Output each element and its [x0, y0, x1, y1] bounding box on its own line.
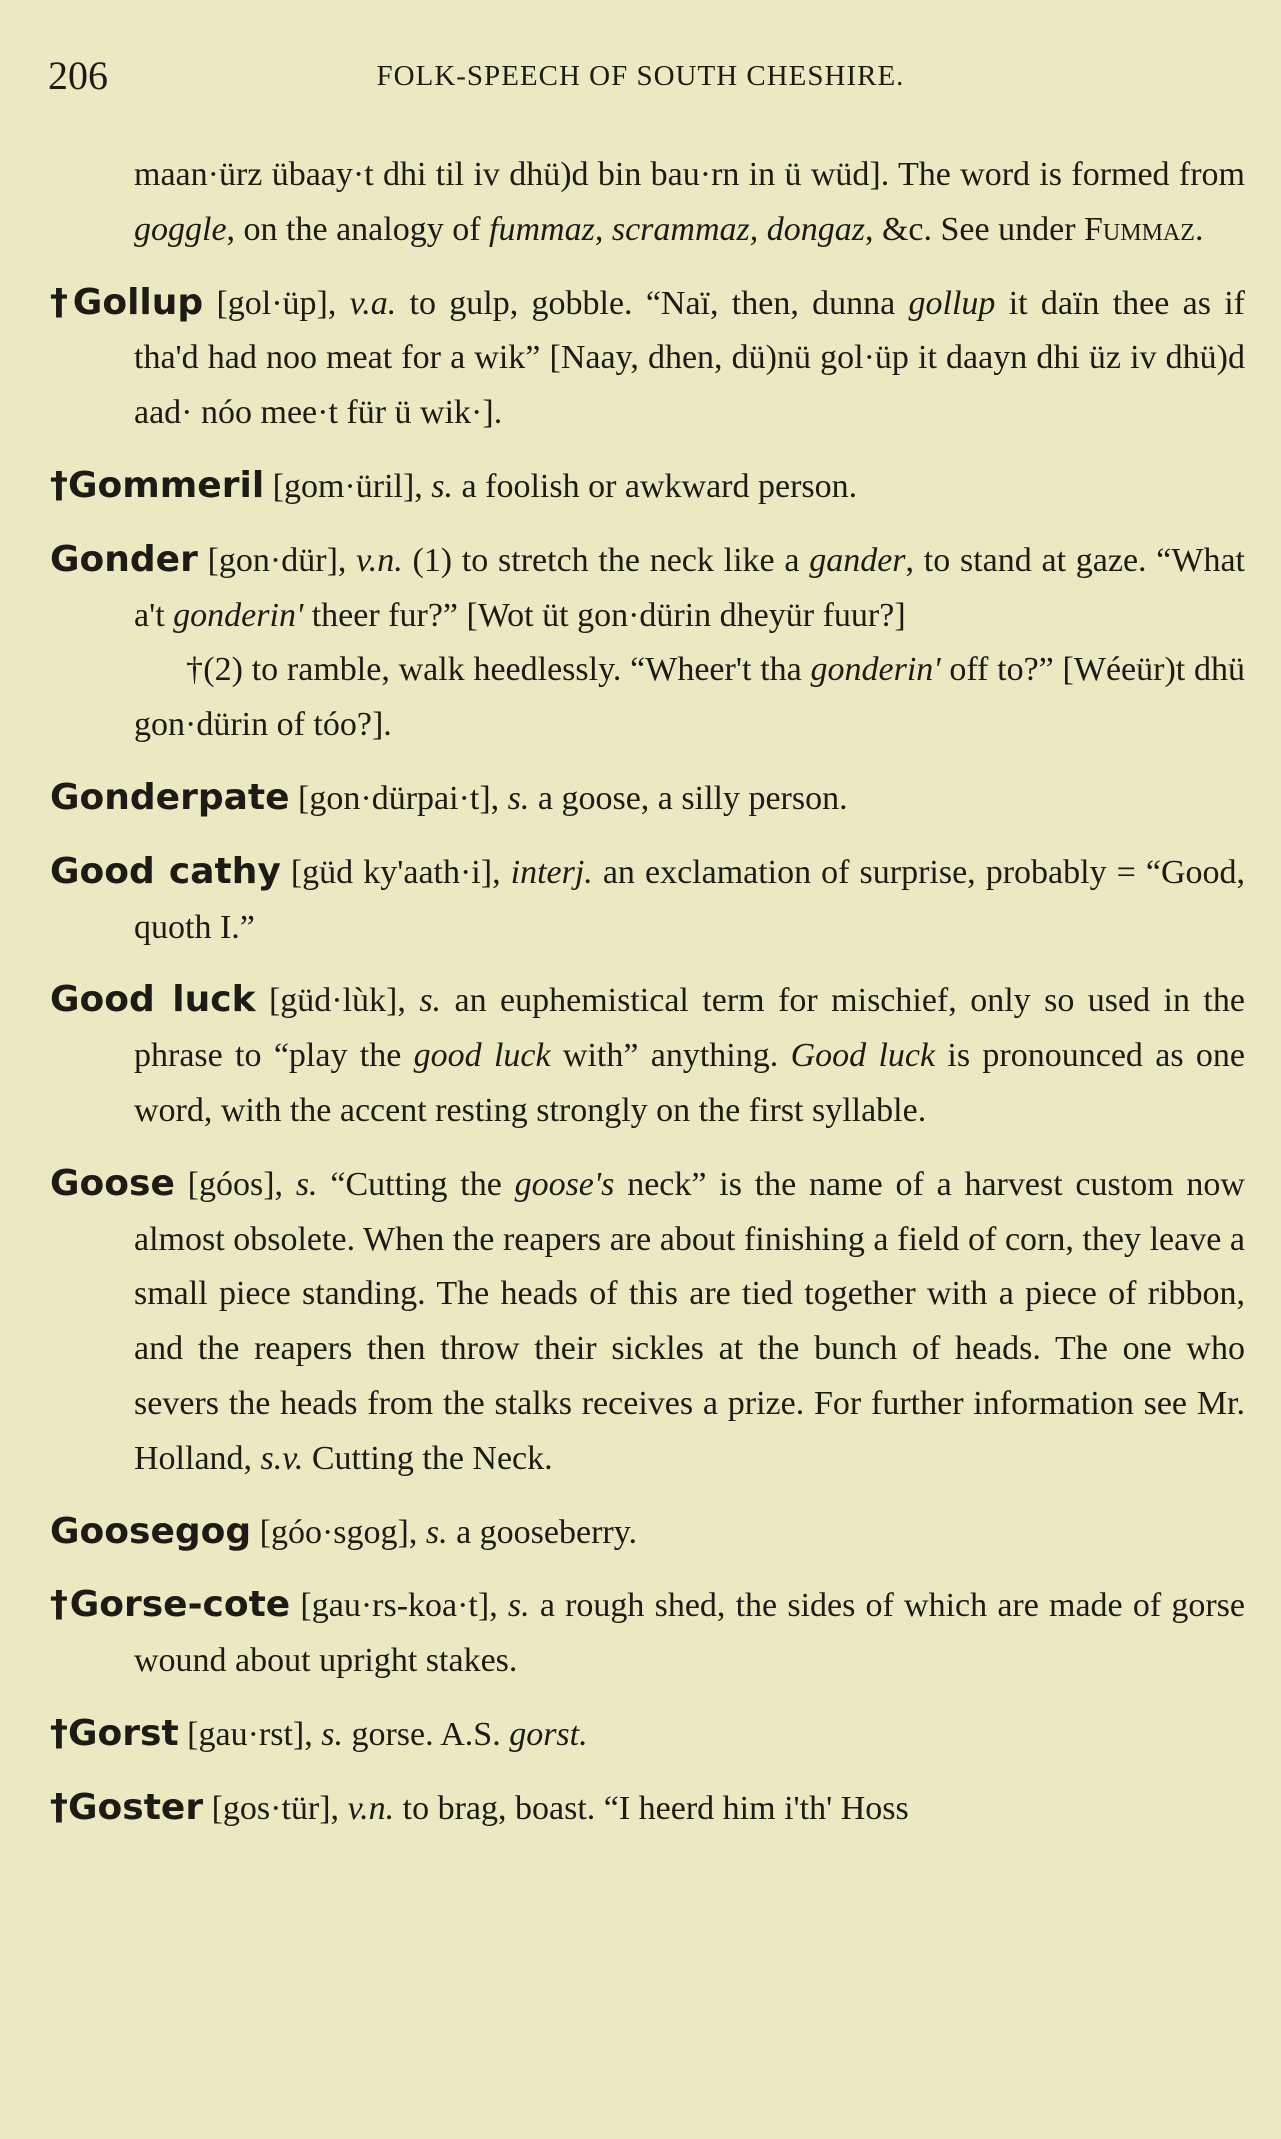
entry-gorst: †Gorst [gau·rst], s. gorse. A.S. gorst.: [50, 1712, 588, 1754]
entry-gonderpate: Gonderpate [gon·dürpai·t], s. a goose, a silly person.: [50, 776, 848, 818]
page-number: 206: [48, 53, 108, 98]
headword: †Gorst: [50, 1712, 179, 1754]
entry-gommeril: †Gommeril [gom·üril], s. a foolish or awkward person.: [50, 464, 858, 506]
entry-gollup: †Gollup [gol·üp], v.a. to gulp, gobble. “Naï, then, dunna gollup it daïn thee as if tha'd had noo meat for a wik” [Naay, dhen, dü)nü gol·üp it daayn dhi üz iv dhü)d aad· nóo mee·t für ü wik·].: [50, 281, 1245, 432]
entry-goose: Goose [góos], s. “Cutting the goose's neck” is the name of a harvest custom now almost obsolete. When the reapers are about finishing a field of corn, they leave a small piece standing. The heads of this are tied together with a piece of ribbon, and the reapers then throw their sickles at the bunch of heads. The one who severs the heads from the stalks receives a prize. For further information see Mr. Holland, s.v. Cutting the Neck.: [50, 1162, 1245, 1477]
headword: †Gommeril: [50, 464, 265, 506]
headword: Goosegog: [50, 1510, 252, 1552]
entry-good-luck: Good luck [güd·lùk], s. an euphemistical term for mischief, only so used in the phrase to “play the good luck with” anything. Good luck is pronounced as one word, with the accent resting strongly on the first syllable.: [50, 979, 1245, 1129]
headword: Gonderpate: [50, 776, 290, 818]
headword: Goose: [50, 1162, 175, 1204]
entry-goster: †Goster [gos·tür], v.n. to brag, boast. “I heerd him i'th' Hoss: [50, 1786, 909, 1828]
dictionary-text: [50, 148, 1245, 1837]
headword: †Gorse-cote: [50, 1584, 291, 1626]
running-title: FOLK-SPEECH OF SOUTH CHESHIRE.: [376, 60, 905, 92]
headword: Gonder: [50, 538, 198, 580]
entry-gonder: Gonder [gon·dür], v.n. (1) to stretch the neck like a gander, to stand at gaze. “What a't gonderin' theer fur?” [Wot üt gon·dürin dheyür fuur?]: [50, 538, 1245, 634]
headword: Good luck: [50, 979, 256, 1021]
entry-goosegog: Goosegog [góo·sgog], s. a gooseberry.: [50, 1510, 638, 1552]
headword: †Gollup: [50, 281, 204, 323]
headword: †Goster: [50, 1786, 204, 1828]
entry-gorse-cote: †Gorse-cote [gau·rs-koa·t], s. a rough shed, the sides of which are made of gorse wound about upright stakes.: [50, 1584, 1245, 1680]
entry-continuation: maan·ürz übaay·t dhi til iv dhü)d bin bau·rn in ü wüd]. The word is formed from goggle, on the analogy of fummaz, scrammaz, dongaz, &c. See under Fummaz.: [134, 156, 1245, 248]
page-header: [0, 52, 1281, 112]
entry-gonder-sense-2: †(2) to ramble, walk heedlessly. “Wheer't tha gonderin' off to?” [Wéeür)t dhü gon·dürin of tóo?].: [134, 651, 1246, 744]
headword: Good cathy: [50, 850, 281, 892]
entry-good-cathy: Good cathy [güd ky'aath·i], interj. an exclamation of surprise, probably = “Good, quoth I.”: [50, 850, 1245, 946]
